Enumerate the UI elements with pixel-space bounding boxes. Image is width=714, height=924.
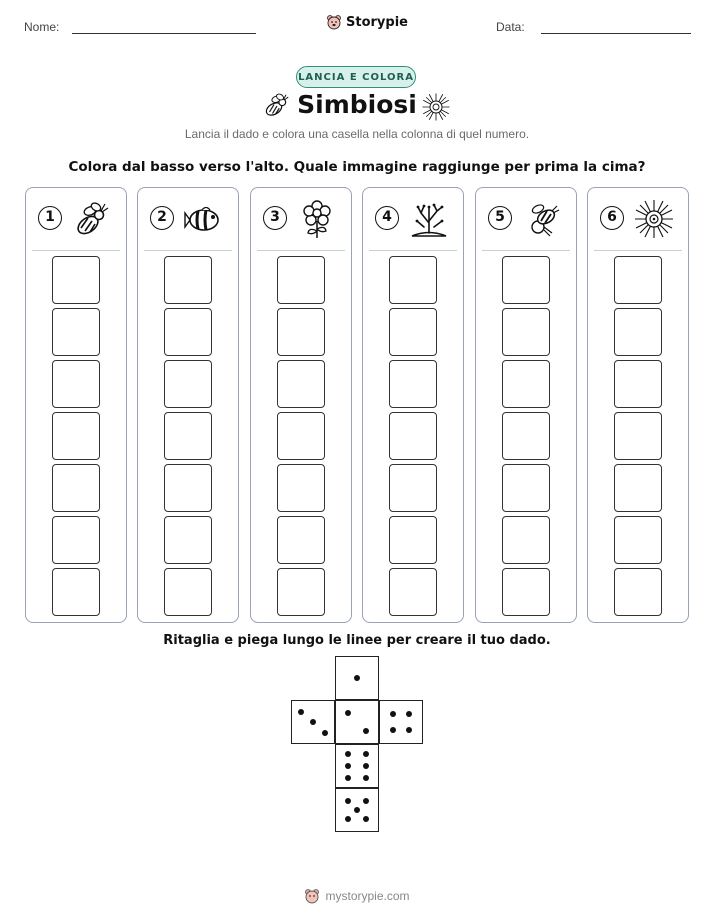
column-header bbox=[138, 188, 238, 250]
color-cell[interactable] bbox=[52, 516, 100, 564]
color-cell[interactable] bbox=[277, 256, 325, 304]
footer-url[interactable]: mystorypie.com bbox=[325, 889, 410, 903]
brand-name: Storypie bbox=[346, 14, 408, 30]
die-pip bbox=[406, 711, 412, 717]
die-face-1 bbox=[335, 656, 379, 700]
die-pip bbox=[322, 730, 328, 736]
column-divider bbox=[144, 250, 232, 251]
bear-icon bbox=[304, 888, 320, 904]
color-cell[interactable] bbox=[164, 412, 212, 460]
column-number: 3 bbox=[263, 206, 287, 230]
color-cell[interactable] bbox=[389, 516, 437, 564]
column-number: 6 bbox=[600, 206, 624, 230]
die-face-3 bbox=[291, 700, 335, 744]
column-header bbox=[363, 188, 463, 250]
column-6 bbox=[587, 187, 689, 623]
color-cell[interactable] bbox=[52, 256, 100, 304]
die-pip bbox=[345, 763, 351, 769]
die-pip bbox=[310, 719, 316, 725]
color-cell[interactable] bbox=[164, 516, 212, 564]
color-cell[interactable] bbox=[52, 568, 100, 616]
die-pip bbox=[390, 727, 396, 733]
color-cell[interactable] bbox=[164, 568, 212, 616]
die-pip bbox=[354, 807, 360, 813]
die-pip bbox=[406, 727, 412, 733]
color-cell[interactable] bbox=[614, 464, 662, 512]
column-1 bbox=[25, 187, 127, 623]
color-cell[interactable] bbox=[277, 516, 325, 564]
color-cell[interactable] bbox=[389, 412, 437, 460]
color-cell[interactable] bbox=[164, 464, 212, 512]
color-cell[interactable] bbox=[389, 568, 437, 616]
crab-icon bbox=[522, 198, 562, 240]
die-pip bbox=[363, 728, 369, 734]
column-3 bbox=[250, 187, 352, 623]
color-cell[interactable] bbox=[277, 568, 325, 616]
color-cell[interactable] bbox=[502, 516, 550, 564]
column-number: 5 bbox=[488, 206, 512, 230]
column-header bbox=[476, 188, 576, 250]
column-number: 1 bbox=[38, 206, 62, 230]
column-number: 2 bbox=[150, 206, 174, 230]
color-cell[interactable] bbox=[502, 308, 550, 356]
color-cell[interactable] bbox=[502, 568, 550, 616]
bear-icon bbox=[326, 14, 342, 30]
column-number: 4 bbox=[375, 206, 399, 230]
die-pip bbox=[345, 816, 351, 822]
name-label: Nome: bbox=[24, 20, 60, 34]
date-line[interactable] bbox=[541, 33, 691, 34]
die-pip bbox=[390, 711, 396, 717]
die-pip bbox=[363, 775, 369, 781]
color-cell[interactable] bbox=[389, 464, 437, 512]
color-cell[interactable] bbox=[277, 464, 325, 512]
die-face-6 bbox=[335, 744, 379, 788]
column-divider bbox=[594, 250, 682, 251]
color-cell[interactable] bbox=[389, 360, 437, 408]
brand-logo bbox=[326, 14, 408, 30]
die-pip bbox=[363, 751, 369, 757]
color-cell[interactable] bbox=[164, 256, 212, 304]
color-cell[interactable] bbox=[164, 360, 212, 408]
die-pip bbox=[363, 798, 369, 804]
column-header bbox=[588, 188, 688, 250]
footer bbox=[0, 888, 714, 904]
die-pip bbox=[345, 775, 351, 781]
color-cell[interactable] bbox=[614, 256, 662, 304]
page-title: Simbiosi bbox=[297, 90, 417, 119]
die-pip bbox=[363, 816, 369, 822]
color-cell[interactable] bbox=[164, 308, 212, 356]
column-4 bbox=[362, 187, 464, 623]
column-divider bbox=[32, 250, 120, 251]
color-cell[interactable] bbox=[614, 516, 662, 564]
color-cell[interactable] bbox=[277, 308, 325, 356]
activity-badge: LANCIA E COLORA bbox=[296, 66, 416, 88]
bee-icon bbox=[72, 198, 112, 240]
color-cell[interactable] bbox=[277, 412, 325, 460]
column-divider bbox=[369, 250, 457, 251]
color-cell[interactable] bbox=[502, 464, 550, 512]
color-cell[interactable] bbox=[614, 412, 662, 460]
color-cell[interactable] bbox=[502, 360, 550, 408]
subtitle: Lancia il dado e colora una casella nella colonna di quel numero. bbox=[184, 127, 530, 141]
color-cell[interactable] bbox=[277, 360, 325, 408]
die-pip bbox=[345, 798, 351, 804]
color-cell[interactable] bbox=[52, 308, 100, 356]
instruction-top: Colora dal basso verso l'alto. Quale immagine raggiunge per prima la cima? bbox=[68, 159, 646, 175]
name-line[interactable] bbox=[72, 33, 256, 34]
color-cell[interactable] bbox=[502, 412, 550, 460]
color-cell[interactable] bbox=[614, 360, 662, 408]
die-pip bbox=[345, 710, 351, 716]
die-face-5 bbox=[335, 788, 379, 832]
color-cell[interactable] bbox=[389, 308, 437, 356]
color-cell[interactable] bbox=[52, 464, 100, 512]
coral-icon bbox=[409, 198, 449, 240]
column-5 bbox=[475, 187, 577, 623]
flower-icon bbox=[297, 198, 337, 240]
color-cell[interactable] bbox=[389, 256, 437, 304]
color-cell[interactable] bbox=[614, 568, 662, 616]
die-pip bbox=[363, 763, 369, 769]
die-pip bbox=[354, 675, 360, 681]
column-divider bbox=[482, 250, 570, 251]
column-divider bbox=[257, 250, 345, 251]
instruction-bottom: Ritaglia e piega lungo le linee per creare il tuo dado. bbox=[163, 633, 551, 648]
date-label: Data: bbox=[496, 20, 525, 34]
color-cell[interactable] bbox=[52, 360, 100, 408]
die-pip bbox=[345, 751, 351, 757]
anemone-icon bbox=[634, 198, 674, 240]
column-header bbox=[26, 188, 126, 250]
color-cell[interactable] bbox=[502, 256, 550, 304]
die-face-4 bbox=[379, 700, 423, 744]
die-pip bbox=[298, 709, 304, 715]
column-2 bbox=[137, 187, 239, 623]
color-cell[interactable] bbox=[614, 308, 662, 356]
color-cell[interactable] bbox=[52, 412, 100, 460]
column-header bbox=[251, 188, 351, 250]
clownfish-icon bbox=[184, 198, 224, 240]
anemone-icon bbox=[421, 92, 451, 122]
die-face-2 bbox=[335, 700, 379, 744]
